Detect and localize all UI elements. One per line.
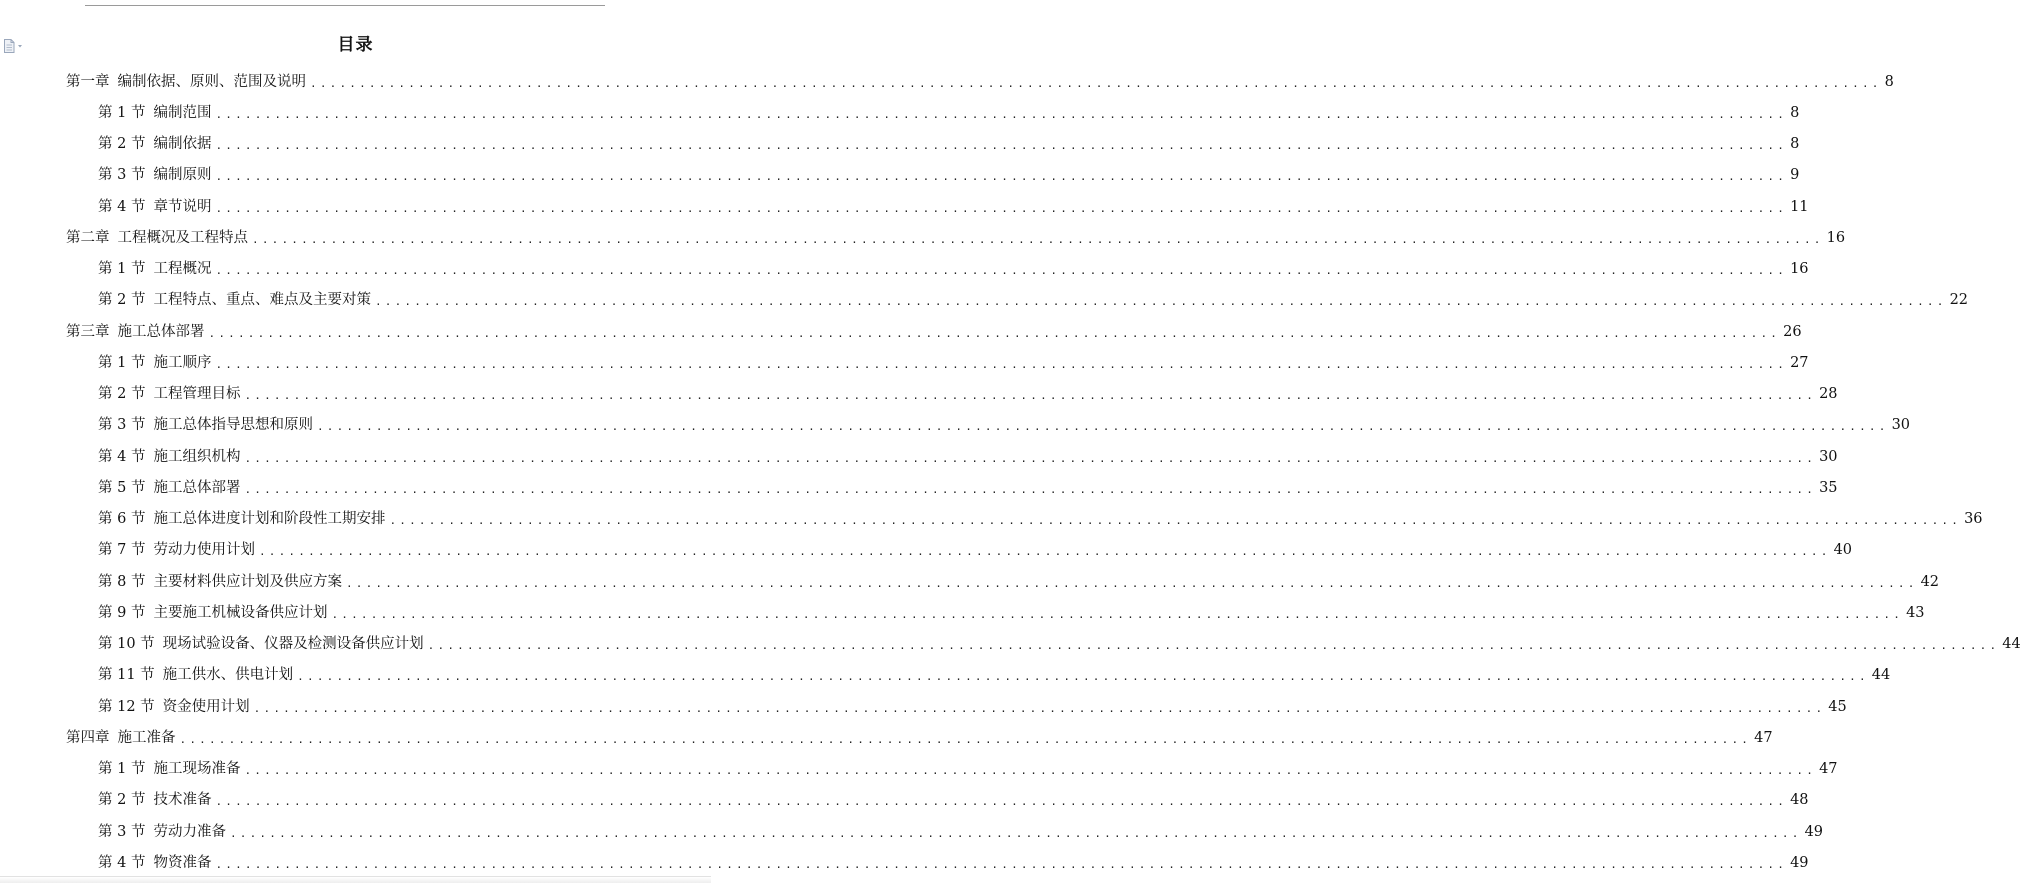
toc-page-number: 8: [1884, 73, 1894, 90]
toc-entry-title: 编制依据: [153, 136, 212, 153]
toc-page-number: 44: [1871, 667, 1891, 684]
toc-entry-title: 工程概况: [153, 261, 212, 278]
toc-chapter-entry[interactable]: [0, 316, 1802, 347]
toc-entry-title: 施工总体进度计划和阶段性工期安排: [153, 511, 386, 528]
toc-chapter-entry[interactable]: [0, 722, 1773, 753]
toc-section-entry[interactable]: [0, 816, 1824, 847]
toc-dot-leader: ................................................................................................................................................................: [208, 326, 1781, 340]
toc-page-number: 26: [1783, 323, 1802, 340]
toc-page-number: 8: [1790, 136, 1800, 153]
toc-page-number: 44: [2002, 636, 2021, 653]
toc-entry-label: [98, 103, 211, 123]
toc-dot-leader: ................................................................................................................................................................: [244, 389, 1817, 403]
page-top-rule: [85, 5, 605, 6]
toc-section-entry[interactable]: [0, 597, 1925, 628]
toc-page-number: 35: [1819, 479, 1838, 496]
toc-entry-label: [98, 665, 293, 685]
toc-entry-number: 第 1 节: [98, 761, 146, 778]
toc-entry-number: 第 7 节: [98, 542, 146, 559]
toc-entry-title: 施工顺序: [153, 354, 212, 371]
toc-page-number: 43: [1906, 604, 1925, 621]
toc-entry-number: 第 3 节: [98, 823, 146, 840]
toc-dot-leader: ................................................................................................................................................................: [331, 607, 1904, 621]
toc-dot-leader: ................................................................................................................................................................: [345, 576, 1918, 590]
toc-entry-number: 第四章: [66, 729, 110, 746]
toc-entry-number: 第 2 节: [98, 136, 146, 153]
toc-entry-label: [98, 697, 250, 717]
toc-section-entry[interactable]: [0, 504, 1983, 535]
toc-section-entry[interactable]: [0, 754, 1838, 785]
toc-entry-title: 施工供水、供电计划: [162, 667, 294, 684]
toc-section-entry[interactable]: [0, 566, 1940, 597]
toc-entry-number: 第 6 节: [98, 511, 146, 528]
toc-entry-label: [66, 728, 176, 748]
toc-entry-title: 编制范围: [153, 104, 212, 121]
toc-section-entry[interactable]: [0, 691, 1847, 722]
toc-entry-label: [98, 259, 211, 279]
toc-entry-number: 第 8 节: [98, 573, 146, 590]
toc-entry-label: [98, 509, 385, 529]
toc-section-entry[interactable]: [0, 160, 1800, 191]
toc-page-number: 16: [1826, 229, 1846, 246]
toc-page-number: 45: [1828, 698, 1847, 715]
toc-entry-number: 第 3 节: [98, 167, 146, 184]
toc-page-number: 42: [1920, 573, 1940, 590]
toc-section-entry[interactable]: [0, 847, 1809, 878]
toc-entry-label: [98, 572, 342, 592]
toc-entry-number: 第 12 节: [98, 698, 155, 715]
toc-dot-leader: ................................................................................................................................................................: [215, 201, 1788, 215]
toc-page-number: 47: [1819, 761, 1838, 778]
toc-entry-number: 第 3 节: [98, 417, 146, 434]
toc-dot-leader: ................................................................................................................................................................: [258, 545, 1831, 559]
toc-dot-leader: ................................................................................................................................................................: [316, 420, 1889, 434]
toc-dot-leader: ................................................................................................................................................................: [252, 232, 1824, 246]
toc-section-entry[interactable]: [0, 191, 1809, 222]
toc-entry-number: 第 2 节: [98, 792, 146, 809]
toc-entry-label: [98, 822, 226, 842]
toc-dot-leader: ................................................................................................................................................................: [374, 295, 1947, 309]
toc-entry-title: 技术准备: [153, 792, 212, 809]
toc-dot-leader: ................................................................................................................................................................: [215, 170, 1788, 184]
toc-page-number: 40: [1833, 542, 1853, 559]
toc-entry-title: 工程特点、重点、难点及主要对策: [153, 292, 371, 309]
toc-section-entry[interactable]: [0, 347, 1809, 378]
toc-page-number: 16: [1790, 261, 1809, 278]
toc-page-number: 49: [1790, 854, 1809, 871]
toc-entry-title: 工程管理目标: [153, 386, 241, 403]
toc-entry-label: [98, 853, 211, 873]
toc-dot-leader: ................................................................................................................................................................: [244, 482, 1817, 496]
toc-page-number: 11: [1790, 198, 1809, 215]
toc-dot-leader: ................................................................................................................................................................: [179, 732, 1752, 746]
toc-entry-title: 章节说明: [153, 198, 212, 215]
toc-entry-label: [98, 290, 371, 310]
toc-section-entry[interactable]: [0, 472, 1838, 503]
toc-entry-title: 施工总体部署: [153, 479, 241, 496]
toc-entry-label: [98, 197, 211, 217]
toc-entry-title: 施工现场准备: [153, 761, 241, 778]
toc-entry-number: 第 1 节: [98, 261, 146, 278]
toc-page-number: 9: [1790, 167, 1800, 184]
toc-entry-number: 第 11 节: [98, 667, 155, 684]
toc-entry-label: [98, 540, 255, 560]
toc-entry-title: 物资准备: [153, 854, 212, 871]
toc-dot-leader: ................................................................................................................................................................: [215, 795, 1788, 809]
toc-page-number: 30: [1819, 448, 1838, 465]
toc-section-entry[interactable]: [0, 410, 1911, 441]
toc-entry-label: [66, 72, 306, 92]
toc-entry-number: 第三章: [66, 323, 110, 340]
toc-entry-number: 第二章: [66, 229, 110, 246]
toc-entry-number: 第 4 节: [98, 448, 146, 465]
toc-entry-title: 编制依据、原则、范围及说明: [117, 73, 306, 90]
toc-entry-label: [98, 134, 211, 154]
toc-entry-title: 工程概况及工程特点: [117, 229, 248, 246]
toc-entry-number: 第 4 节: [98, 854, 146, 871]
toc-entry-number: 第 9 节: [98, 604, 146, 621]
toc-entry-title: 施工总体部署: [117, 323, 205, 340]
toc-entry-label: [66, 228, 248, 248]
toc-entry-label: [98, 634, 424, 654]
toc-section-entry[interactable]: [0, 785, 1809, 816]
toc-section-entry[interactable]: [0, 379, 1838, 410]
toc-entry-title: 施工组织机构: [153, 448, 241, 465]
toc-entry-title: 主要材料供应计划及供应方案: [153, 573, 342, 590]
toc-entry-label: [98, 353, 211, 373]
toc-entry-label: [98, 384, 240, 404]
toc-dot-leader: ................................................................................................................................................................: [215, 139, 1788, 153]
toc-section-entry[interactable]: [0, 441, 1838, 472]
toc-entry-title: 劳动力使用计划: [153, 542, 255, 559]
toc-chapter-entry[interactable]: [0, 222, 1846, 253]
toc-entry-label: [98, 447, 240, 467]
toc-dot-leader: ................................................................................................................................................................: [297, 670, 1869, 684]
toc-page-number: 48: [1790, 792, 1809, 809]
toc-entry-number: 第 4 节: [98, 198, 146, 215]
toc-entry-number: 第 2 节: [98, 386, 146, 403]
toc-page-number: 30: [1891, 417, 1911, 434]
toc-entry-title: 现场试验设备、仪器及检测设备供应计划: [162, 636, 424, 653]
toc-page-number: 27: [1790, 354, 1809, 371]
toc-dot-leader: ................................................................................................................................................................: [310, 76, 1882, 90]
toc-entry-title: 施工准备: [117, 729, 176, 746]
toc-page-number: 47: [1754, 729, 1773, 746]
toc-section-entry[interactable]: [0, 629, 2021, 660]
page-bottom-edge: [0, 876, 711, 883]
toc-entry-label: [98, 165, 211, 185]
toc-section-entry[interactable]: [0, 285, 1969, 316]
toc-dot-leader: ................................................................................................................................................................: [215, 107, 1788, 121]
toc-entry-label: [98, 603, 327, 623]
toc-entry-label: [98, 478, 240, 498]
toc-dot-leader: ................................................................................................................................................................: [229, 826, 1802, 840]
toc-dot-leader: ................................................................................................................................................................: [215, 857, 1788, 871]
toc-page-number: 36: [1964, 511, 1983, 528]
toc-dot-leader: ................................................................................................................................................................: [253, 701, 1826, 715]
toc-entry-title: 主要施工机械设备供应计划: [153, 604, 328, 621]
table-of-contents: [0, 66, 2021, 879]
toc-entry-number: 第 10 节: [98, 636, 155, 653]
toc-entry-label: [98, 790, 211, 810]
toc-section-entry[interactable]: [0, 660, 1891, 691]
toc-entry-label: [98, 415, 313, 435]
toc-section-entry[interactable]: [0, 97, 1800, 128]
toc-entry-number: 第 1 节: [98, 354, 146, 371]
toc-entry-title: 编制原则: [153, 167, 212, 184]
toc-entry-number: 第一章: [66, 73, 110, 90]
toc-dot-leader: ................................................................................................................................................................: [389, 514, 1962, 528]
toc-dot-leader: ................................................................................................................................................................: [427, 639, 2000, 653]
toc-page-number: 28: [1819, 386, 1838, 403]
toc-title: 目录: [337, 35, 374, 55]
toc-entry-title: 资金使用计划: [162, 698, 250, 715]
toc-entry-label: [66, 322, 205, 342]
toc-dot-leader: ................................................................................................................................................................: [244, 764, 1817, 778]
toc-section-entry[interactable]: [0, 535, 1853, 566]
toc-section-entry[interactable]: [0, 254, 1809, 285]
toc-entry-title: 劳动力准备: [153, 823, 226, 840]
toc-dot-leader: ................................................................................................................................................................: [215, 357, 1788, 371]
toc-entry-number: 第 1 节: [98, 104, 146, 121]
toc-dot-leader: ................................................................................................................................................................: [244, 451, 1817, 465]
toc-page-number: 22: [1949, 292, 1969, 309]
toc-page-number: 49: [1804, 823, 1824, 840]
toc-dot-leader: ................................................................................................................................................................: [215, 264, 1788, 278]
toc-entry-number: 第 5 节: [98, 479, 146, 496]
toc-entry-number: 第 2 节: [98, 292, 146, 309]
toc-section-entry[interactable]: [0, 129, 1800, 160]
toc-entry-label: [98, 759, 240, 779]
toc-chapter-entry[interactable]: [0, 66, 1894, 97]
toc-entry-title: 施工总体指导思想和原则: [153, 417, 313, 434]
toc-page-number: 8: [1790, 104, 1800, 121]
